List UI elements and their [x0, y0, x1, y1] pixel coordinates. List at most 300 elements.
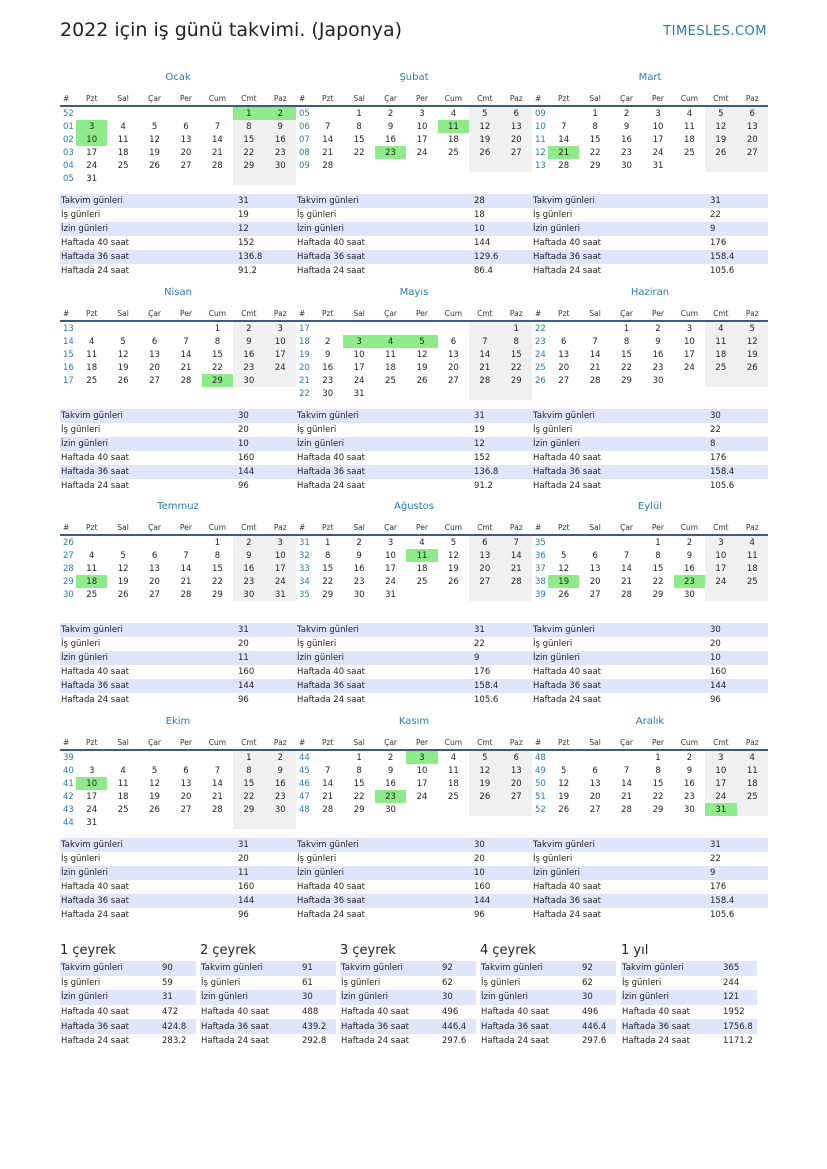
- week-number: 52: [63, 108, 74, 119]
- day-cell: 22: [211, 576, 223, 587]
- stat-value: 11: [237, 651, 296, 665]
- stat-value: 9: [473, 651, 532, 665]
- day-cell: 6: [561, 336, 567, 347]
- day-cell: 18: [86, 362, 98, 373]
- day-cell: 26: [558, 589, 570, 600]
- day-cell: 18: [416, 563, 428, 574]
- day-cell: 9: [686, 765, 693, 776]
- day-cell: 17: [353, 362, 365, 373]
- day-cell: [737, 159, 768, 172]
- day-cell: 4: [419, 537, 425, 548]
- day-cell: [674, 159, 705, 172]
- day-cell: 20: [180, 147, 192, 158]
- day-cell: 24: [385, 576, 396, 587]
- week-number: 23: [535, 336, 546, 347]
- stat-value: 96: [474, 910, 485, 920]
- day-cell: 11: [737, 549, 768, 562]
- stat-label: Haftada 24 saat: [297, 481, 365, 491]
- day-cell: 15: [589, 134, 601, 145]
- week-row: [60, 159, 296, 172]
- day-cell: 11: [117, 778, 129, 789]
- week-number: 31: [299, 537, 310, 548]
- week-number: 48: [535, 752, 546, 763]
- stat-value: 496: [582, 1007, 599, 1018]
- day-cell: 3: [686, 323, 693, 334]
- day-cell: 19: [149, 791, 160, 802]
- stat-label: Haftada 24 saat: [61, 910, 129, 920]
- week-row: [60, 335, 296, 348]
- day-cell: 1: [623, 323, 630, 334]
- week-number: 02: [63, 134, 74, 145]
- week-number: 52: [535, 804, 546, 815]
- stat-value: 136.8: [473, 465, 532, 479]
- day-cell: 23: [265, 790, 296, 803]
- day-cell: 3: [705, 750, 736, 764]
- day-cell: [737, 803, 768, 816]
- weekday-header: #: [296, 306, 312, 321]
- day-cell: 13: [558, 349, 570, 360]
- day-cell: 21: [621, 576, 632, 587]
- day-cell: 17: [86, 791, 98, 802]
- day-cell: [107, 106, 138, 120]
- day-cell: 5: [737, 321, 768, 335]
- day-cell: 4: [705, 321, 736, 335]
- stat-value: 10: [473, 866, 532, 880]
- day-cell: 20: [558, 362, 570, 373]
- day-cell: [139, 106, 170, 120]
- stat-value: 9: [709, 222, 768, 236]
- stat-label: Haftada 36 saat: [60, 465, 237, 479]
- day-cell: [501, 588, 532, 601]
- stat-label: İş günleri: [61, 854, 101, 864]
- stat-value: 20: [238, 639, 249, 649]
- day-cell: 21: [589, 362, 601, 373]
- day-cell: 26: [469, 790, 500, 803]
- day-cell: 23: [375, 790, 406, 803]
- stat-label: İş günleri: [622, 977, 662, 988]
- day-cell: 7: [469, 335, 500, 348]
- week-number: 03: [63, 147, 74, 158]
- day-cell: 20: [589, 576, 601, 587]
- day-cell: [170, 535, 201, 549]
- day-cell: 13: [501, 120, 532, 133]
- day-cell: 14: [180, 349, 192, 360]
- stat-value: 244: [723, 977, 740, 988]
- stat-label: Haftada 40 saat: [533, 667, 601, 677]
- weekday-header: Pzt: [548, 520, 579, 535]
- day-cell: 28: [621, 589, 632, 600]
- weekday-header: Per: [406, 735, 437, 750]
- day-cell: 27: [558, 375, 570, 386]
- day-cell: [233, 816, 264, 829]
- day-cell: [343, 321, 374, 335]
- day-cell: 15: [621, 349, 632, 360]
- day-cell: 15: [322, 563, 334, 574]
- weekday-header: Cmt: [233, 91, 264, 106]
- quarter-block: [200, 943, 336, 1049]
- day-cell: 10: [76, 133, 107, 146]
- stat-value: 1756.8: [722, 1019, 757, 1034]
- week-number: 44: [63, 817, 74, 828]
- day-cell: 13: [149, 563, 160, 574]
- day-cell: 20: [447, 362, 459, 373]
- weekday-header: Pzt: [312, 306, 343, 321]
- day-cell: [438, 321, 469, 335]
- stat-label: Takvim günleri: [296, 194, 473, 208]
- day-cell: 22: [621, 362, 632, 373]
- weekday-header: Per: [170, 520, 201, 535]
- day-cell: 13: [589, 563, 601, 574]
- day-cell: 3: [343, 335, 374, 348]
- week-row: [296, 361, 532, 374]
- month-calendar: [532, 501, 768, 601]
- quarter-block: [60, 943, 196, 1049]
- stat-label: Takvim günleri: [200, 961, 301, 976]
- day-cell: [548, 750, 579, 764]
- day-cell: [265, 172, 296, 185]
- week-number: 29: [63, 576, 74, 587]
- stat-value: 158.4: [709, 250, 768, 264]
- day-cell: 14: [322, 778, 334, 789]
- day-cell: [76, 535, 107, 549]
- day-cell: 30: [265, 803, 296, 816]
- day-cell: 9: [265, 764, 296, 777]
- day-cell: 22: [211, 362, 223, 373]
- stat-value: 20: [474, 854, 485, 864]
- stat-value: 20: [710, 639, 721, 649]
- day-cell: 1: [655, 752, 661, 763]
- stat-value: 129.6: [473, 250, 532, 264]
- month-name: Aralık: [635, 716, 665, 727]
- stat-label: İzin günleri: [532, 437, 709, 451]
- stat-label: Takvim günleri: [60, 409, 237, 423]
- day-cell: 25: [447, 791, 459, 802]
- week-row: [532, 790, 768, 803]
- weekday-header: Cmt: [233, 306, 264, 321]
- day-cell: 5: [469, 750, 500, 764]
- week-row: [60, 106, 296, 120]
- day-cell: 7: [325, 121, 331, 132]
- weekday-header: Paz: [501, 735, 532, 750]
- day-cell: 30: [233, 374, 264, 387]
- day-cell: 12: [447, 550, 459, 561]
- day-cell: 27: [447, 375, 459, 386]
- day-cell: 8: [356, 121, 362, 132]
- day-cell: 3: [655, 108, 661, 119]
- month-stats: [532, 623, 768, 707]
- day-cell: [233, 172, 264, 185]
- stat-value: 96: [238, 695, 249, 705]
- day-cell: 10: [385, 550, 396, 561]
- day-cell: 24: [683, 362, 695, 373]
- day-cell: 17: [705, 562, 736, 575]
- day-cell: 14: [501, 549, 532, 562]
- month-stats: [532, 409, 768, 493]
- stat-label: İzin günleri: [340, 990, 441, 1005]
- day-cell: 20: [149, 362, 160, 373]
- weekday-header: Per: [170, 306, 201, 321]
- stat-label: İzin günleri: [60, 651, 237, 665]
- stat-value: 62: [582, 977, 593, 988]
- day-cell: 8: [214, 336, 221, 347]
- day-cell: [737, 374, 768, 387]
- day-cell: [705, 159, 736, 172]
- stat-value: 144: [709, 679, 768, 693]
- day-cell: 30: [683, 589, 695, 600]
- day-cell: 13: [589, 778, 601, 789]
- day-cell: 11: [683, 121, 695, 132]
- weekday-header: Paz: [737, 735, 768, 750]
- day-cell: [705, 374, 736, 387]
- stat-label: Haftada 36 saat: [480, 1019, 581, 1034]
- day-cell: 8: [592, 121, 598, 132]
- day-cell: 29: [652, 589, 664, 600]
- stat-label: Haftada 36 saat: [60, 1019, 161, 1034]
- weekday-header: Cum: [438, 306, 469, 321]
- stat-label: Takvim günleri: [296, 623, 473, 637]
- day-cell: 26: [705, 146, 736, 159]
- day-cell: 3: [419, 108, 425, 119]
- day-cell: 16: [353, 563, 365, 574]
- day-cell: 28: [180, 375, 192, 386]
- week-number: 01: [63, 121, 74, 132]
- day-cell: 8: [655, 765, 661, 776]
- stat-value: 488: [302, 1007, 319, 1018]
- day-cell: [312, 321, 343, 335]
- stat-value: 10: [237, 437, 296, 451]
- weekday-header: Cum: [674, 306, 705, 321]
- month-name: Mayıs: [399, 287, 429, 298]
- stat-value: 8: [709, 437, 768, 451]
- day-cell: 3: [89, 765, 95, 776]
- stat-label: Haftada 36 saat: [60, 894, 237, 908]
- week-number: 47: [299, 791, 310, 802]
- day-cell: 15: [501, 348, 532, 361]
- stat-value: 30: [441, 990, 476, 1005]
- day-cell: [139, 535, 170, 549]
- day-cell: 12: [117, 563, 129, 574]
- weekday-header: Pzt: [76, 520, 107, 535]
- weekday-header: #: [532, 735, 548, 750]
- day-cell: 5: [151, 765, 158, 776]
- stat-label: Takvim günleri: [60, 194, 237, 208]
- day-cell: 25: [416, 576, 428, 587]
- week-row: [532, 146, 768, 159]
- day-cell: 12: [416, 349, 428, 360]
- stat-value: 62: [442, 977, 453, 988]
- day-cell: 1: [214, 537, 221, 548]
- week-number: 24: [535, 349, 546, 360]
- stat-value: 176: [710, 453, 727, 463]
- stat-value: 1952: [723, 1007, 745, 1018]
- stat-value: 292.8: [302, 1036, 327, 1047]
- weekday-header: Cmt: [469, 735, 500, 750]
- day-cell: [406, 321, 437, 335]
- day-cell: [501, 387, 532, 400]
- week-number: 22: [535, 323, 546, 334]
- day-cell: 15: [211, 563, 223, 574]
- day-cell: 2: [623, 108, 630, 119]
- day-cell: 30: [652, 375, 664, 386]
- week-number: 18: [299, 336, 310, 347]
- day-cell: 8: [325, 550, 331, 561]
- weekday-header: Paz: [265, 735, 296, 750]
- day-cell: 1: [325, 537, 331, 548]
- stat-value: 22: [710, 854, 721, 864]
- day-cell: 9: [233, 335, 264, 348]
- day-cell: 15: [353, 134, 365, 145]
- week-row: [60, 374, 296, 387]
- weekday-header: Paz: [265, 306, 296, 321]
- stat-label: Takvim günleri: [296, 838, 473, 852]
- weekday-header: #: [532, 520, 548, 535]
- day-cell: 11: [86, 349, 98, 360]
- day-cell: 21: [322, 147, 334, 158]
- weekday-header: Cum: [674, 91, 705, 106]
- stat-label: Takvim günleri: [532, 409, 709, 423]
- day-cell: 23: [652, 362, 664, 373]
- week-number: 06: [299, 121, 310, 132]
- day-cell: 29: [202, 374, 233, 387]
- day-cell: 6: [450, 336, 457, 347]
- day-cell: 29: [233, 159, 264, 172]
- stat-value: 160: [238, 667, 255, 677]
- day-cell: 24: [353, 375, 365, 386]
- day-cell: 26: [558, 804, 570, 815]
- stat-value: 19: [474, 425, 485, 435]
- day-cell: 20: [469, 562, 500, 575]
- stat-value: 12: [237, 222, 296, 236]
- day-cell: [202, 106, 233, 120]
- day-cell: 26: [447, 576, 459, 587]
- day-cell: 21: [211, 147, 223, 158]
- day-cell: 9: [623, 121, 630, 132]
- day-cell: 5: [406, 335, 437, 348]
- stat-value: 472: [162, 1007, 179, 1018]
- week-number: 40: [63, 765, 74, 776]
- weekday-header: Per: [642, 735, 673, 750]
- day-cell: 26: [117, 589, 129, 600]
- weekday-header: Cmt: [469, 520, 500, 535]
- week-number: 05: [63, 173, 74, 184]
- day-cell: 13: [149, 349, 160, 360]
- stat-value: 439.2: [301, 1019, 336, 1034]
- weekday-header: Sal: [343, 520, 374, 535]
- day-cell: 28: [558, 160, 570, 171]
- day-cell: 17: [416, 778, 428, 789]
- stat-value: 105.6: [474, 695, 499, 705]
- weekday-header: Çar: [611, 91, 642, 106]
- weekday-header: Sal: [343, 306, 374, 321]
- stat-value: 121: [722, 990, 757, 1005]
- day-cell: 15: [652, 563, 664, 574]
- day-cell: 18: [683, 134, 695, 145]
- stat-label: Haftada 40 saat: [297, 667, 365, 677]
- week-row: [296, 777, 532, 790]
- weekday-header: Sal: [107, 735, 138, 750]
- day-cell: [579, 535, 610, 549]
- week-number: 09: [299, 160, 310, 171]
- day-cell: 11: [406, 549, 437, 562]
- weekday-header: Cmt: [469, 91, 500, 106]
- day-cell: 23: [322, 375, 334, 386]
- day-cell: 2: [387, 752, 394, 763]
- week-number: 08: [299, 147, 310, 158]
- weekday-header: Çar: [139, 735, 170, 750]
- stat-label: Haftada 40 saat: [622, 1007, 690, 1018]
- stat-label: Haftada 36 saat: [60, 679, 237, 693]
- week-number: 17: [63, 375, 74, 386]
- stat-label: Haftada 36 saat: [200, 1019, 301, 1034]
- day-cell: [107, 172, 138, 185]
- stat-value: 105.6: [710, 266, 735, 276]
- day-cell: [611, 750, 642, 764]
- month-name: Ağustos: [394, 501, 434, 512]
- stat-value: 31: [709, 838, 768, 852]
- day-cell: 8: [356, 765, 362, 776]
- day-cell: 31: [385, 589, 396, 600]
- weekday-header: #: [296, 735, 312, 750]
- stat-value: 160: [238, 453, 255, 463]
- day-cell: 5: [705, 106, 736, 120]
- day-cell: 25: [447, 147, 459, 158]
- week-number: 41: [63, 778, 74, 789]
- day-cell: 9: [265, 120, 296, 133]
- day-cell: 20: [737, 133, 768, 146]
- day-cell: 28: [621, 804, 632, 815]
- day-cell: 23: [683, 791, 695, 802]
- stat-label: Haftada 24 saat: [533, 481, 601, 491]
- stat-label: İş günleri: [341, 977, 381, 988]
- week-row: [60, 750, 296, 764]
- page-title: 2022 için iş günü takvimi. (Japonya): [60, 19, 403, 41]
- day-cell: 3: [265, 321, 296, 335]
- day-cell: 2: [233, 321, 264, 335]
- day-cell: 20: [501, 133, 532, 146]
- week-number: 35: [299, 589, 310, 600]
- day-cell: 9: [356, 550, 362, 561]
- day-cell: 14: [322, 134, 334, 145]
- week-row: [296, 159, 532, 172]
- quarter-title: 1 çeyrek: [60, 943, 116, 958]
- day-cell: 8: [655, 550, 661, 561]
- brand-link[interactable]: TIMESLES.COM: [663, 24, 767, 39]
- day-cell: 7: [183, 550, 189, 561]
- day-cell: [139, 750, 170, 764]
- day-cell: 10: [416, 765, 428, 776]
- day-cell: 7: [623, 765, 630, 776]
- week-number: 16: [63, 362, 74, 373]
- stat-label: Haftada 36 saat: [532, 465, 709, 479]
- day-cell: [438, 803, 469, 816]
- month-name: Ekim: [165, 716, 191, 727]
- weekday-header: Paz: [501, 520, 532, 535]
- weekday-header: Pzt: [312, 735, 343, 750]
- stat-value: 18: [474, 210, 485, 220]
- day-cell: 26: [149, 804, 160, 815]
- stat-label: İzin günleri: [60, 866, 237, 880]
- stat-value: 59: [162, 977, 173, 988]
- month-calendar: [296, 72, 532, 172]
- day-cell: 25: [737, 575, 768, 588]
- day-cell: [548, 321, 579, 335]
- weekday-header: #: [60, 91, 76, 106]
- day-cell: 31: [353, 388, 365, 399]
- day-cell: 10: [705, 549, 736, 562]
- stat-value: 30: [301, 990, 336, 1005]
- stat-value: 152: [238, 238, 255, 248]
- stat-label: İş günleri: [61, 639, 101, 649]
